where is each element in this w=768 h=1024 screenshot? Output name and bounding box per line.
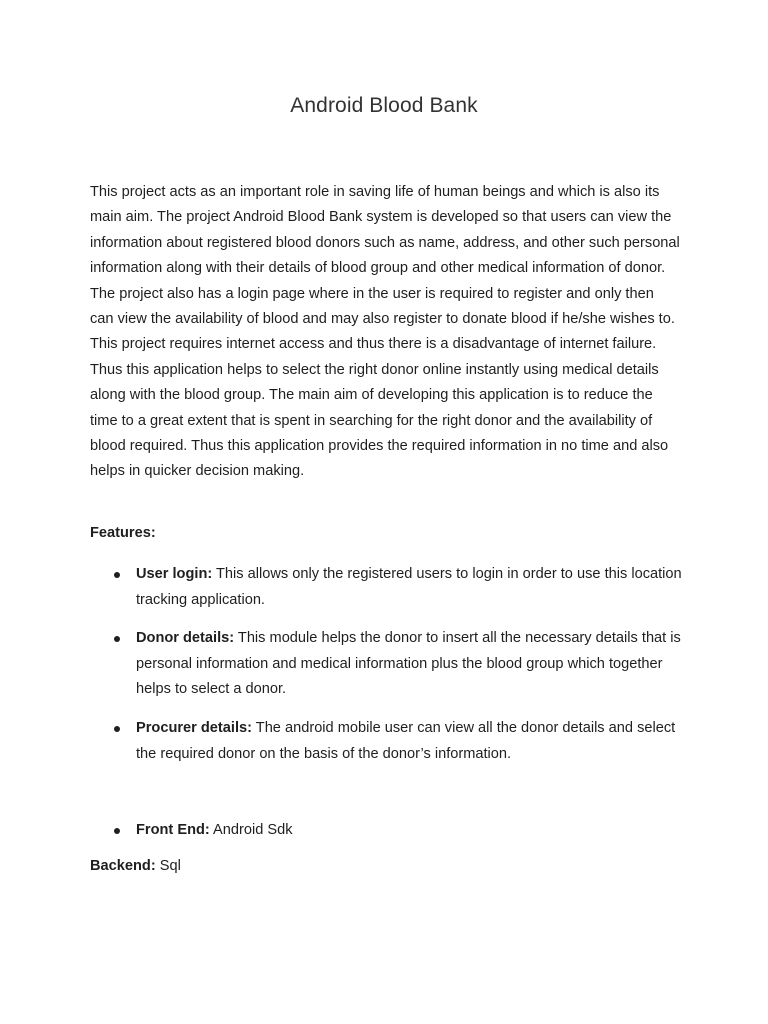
bullet-icon	[114, 572, 120, 578]
intro-paragraph: This project acts as an important role in saving life of human beings and which is also its main aim. The project Android Blood Bank system is developed so that users can view the information about registered blood donors such as name, address, and other such personal information along with their details of blood group and other medical information of donor. The project also has a login page where in the user is required to register and only then can view the availability of blood and may also register to donate blood if he/she wishes to. This project requires internet access and thus there is a disadvantage of internet failure. Thus this application helps to select the right donor online instantly using medical details along with the blood group. The main aim of developing this application is to reduce the time to a great extent that is spent in searching for the right donor and the availability of blood required. Thus this application provides the required information in no time and also helps in quicker decision making.	[90, 184, 680, 480]
feature-heading: User login:	[136, 566, 213, 582]
feature-text: This module helps the donor to insert all the necessary details that is personal information and medical information plus the blood group which together helps to select a donor.	[136, 630, 681, 698]
document-title: Android Blood Bank	[290, 94, 478, 117]
backend-text: Sql	[159, 858, 181, 874]
feature-text: The android mobile user can view all the donor details and select the required donor on the basis of the donor’s information.	[136, 720, 676, 762]
front-end-list	[90, 818, 690, 844]
feature-heading: Donor details:	[136, 630, 235, 646]
front-end-heading: Front End:	[136, 822, 210, 838]
backend-line	[90, 858, 181, 874]
front-end-text: Android Sdk	[213, 822, 293, 838]
feature-heading: Procurer details:	[136, 720, 252, 736]
list-item-front-end	[90, 818, 690, 844]
bullet-icon	[114, 636, 120, 642]
features-list	[90, 626, 690, 703]
bullet-icon	[114, 726, 120, 732]
list-item-donor-details	[90, 626, 690, 703]
features-list	[90, 716, 690, 767]
backend-heading: Backend:	[90, 858, 156, 874]
list-item-procurer-details	[90, 716, 690, 767]
feature-text: This allows only the registered users to login in order to use this location tracking application.	[136, 566, 682, 608]
features-heading: Features:	[90, 525, 156, 541]
bullet-icon	[114, 828, 120, 834]
features-list	[90, 562, 690, 613]
list-item-user-login	[90, 562, 690, 613]
